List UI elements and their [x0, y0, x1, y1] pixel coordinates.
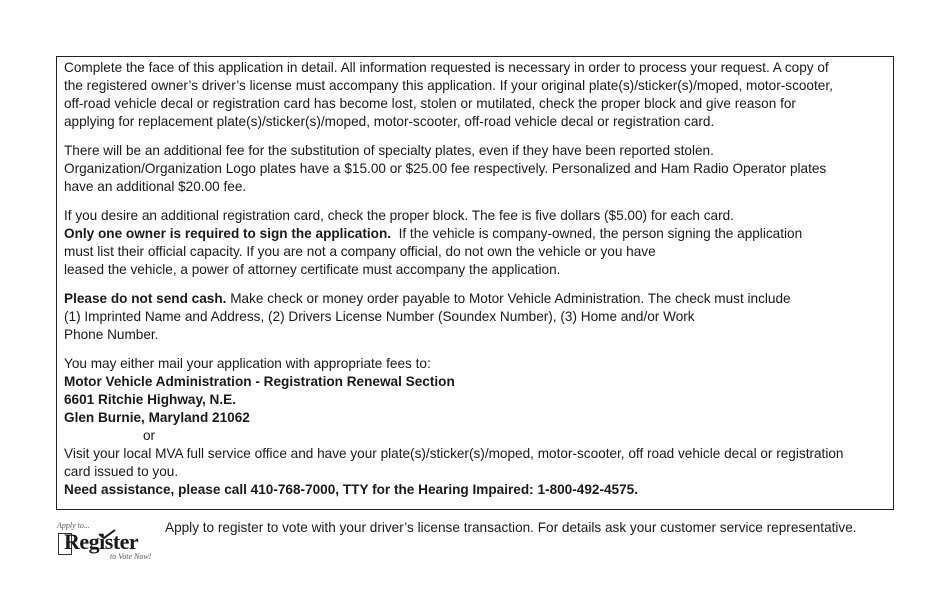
text-line: (1) Imprinted Name and Address, (2) Drivers License Number (Soundex Number), (3) Home and/or Work — [64, 309, 695, 324]
no-cash-warning: Please do not send cash. — [64, 291, 227, 306]
text-line: Organization/Organization Logo plates have a $15.00 or $25.00 fee respectively. Personalized and Ham Radio Operator plates — [64, 161, 827, 176]
signature-requirement: Only one owner is required to sign the application. — [64, 226, 392, 241]
text-line: applying for replacement plate(s)/sticker(s)/moped, motor-scooter, off-road vehicle decal or registration card. — [64, 114, 715, 129]
text-line: leased the vehicle, a power of attorney certificate must accompany the application. — [64, 262, 561, 277]
text-line: There will be an additional fee for the substitution of specialty plates, even if they have been reported stolen. — [64, 143, 714, 158]
text-line: If you desire an additional registration card, check the proper block. The fee is five dollars ($5.00) for each card. — [64, 208, 734, 223]
text-line: You may either mail your application with appropriate fees to: — [64, 356, 431, 371]
text-line: Phone Number. — [64, 327, 159, 342]
text-line: have an additional $20.00 fee. — [64, 179, 247, 194]
text-line: must list their official capacity. If you are not a company official, do not own the vehicle or you have — [64, 244, 656, 259]
text-line: off-road vehicle decal or registration card has become lost, stolen or mutilated, check the proper block and give reason for — [64, 96, 796, 111]
text-line — [64, 225, 887, 243]
checkmark-icon — [98, 529, 116, 539]
text-line: Visit your local MVA full service office and have your plate(s)/sticker(s)/moped, motor-scooter, off road vehicle decal or registration — [64, 446, 844, 461]
text-line — [64, 290, 887, 308]
register-to-vote-logo — [56, 521, 156, 563]
logo-register-word: Register — [64, 529, 139, 554]
specialty-plates-paragraph — [64, 142, 887, 196]
text-fragment: If the vehicle is company-owned, the person signing the application — [391, 226, 803, 241]
mailing-address-name: Motor Vehicle Administration - Registration Renewal Section — [64, 374, 455, 389]
instructions-box — [56, 56, 894, 510]
voter-registration-note: Apply to register to vote with your driver’s license transaction. For details ask your customer service representative. — [165, 520, 857, 535]
text-line: card issued to you. — [64, 464, 179, 479]
or-separator: or — [143, 428, 156, 443]
text-line: the registered owner’s driver’s license must accompany this application. If your original plate(s)/sticker(s)/moped, motor-scooter, — [64, 78, 833, 93]
mailing-address-city: Glen Burnie, Maryland 21062 — [64, 410, 250, 425]
logo-tagline-text: to Vote Now! — [110, 552, 152, 561]
assistance-phone-line: Need assistance, please call 410-768-7000, TTY for the Hearing Impaired: 1-800-492-4575. — [64, 482, 638, 497]
text-fragment: Make check or money order payable to Motor Vehicle Administration. The check must include — [226, 291, 791, 306]
lost-plates-paragraph — [64, 59, 887, 131]
mailing-address-street: 6601 Ritchie Highway, N.E. — [64, 392, 236, 407]
payment-paragraph — [64, 290, 887, 344]
registration-card-paragraph — [64, 207, 887, 279]
mailing-paragraph — [64, 355, 887, 499]
text-line: Complete the face of this application in detail. All information requested is necessary in order to process your request. A copy of — [64, 60, 829, 75]
logo-apply-text: Apply to... — [57, 521, 90, 530]
